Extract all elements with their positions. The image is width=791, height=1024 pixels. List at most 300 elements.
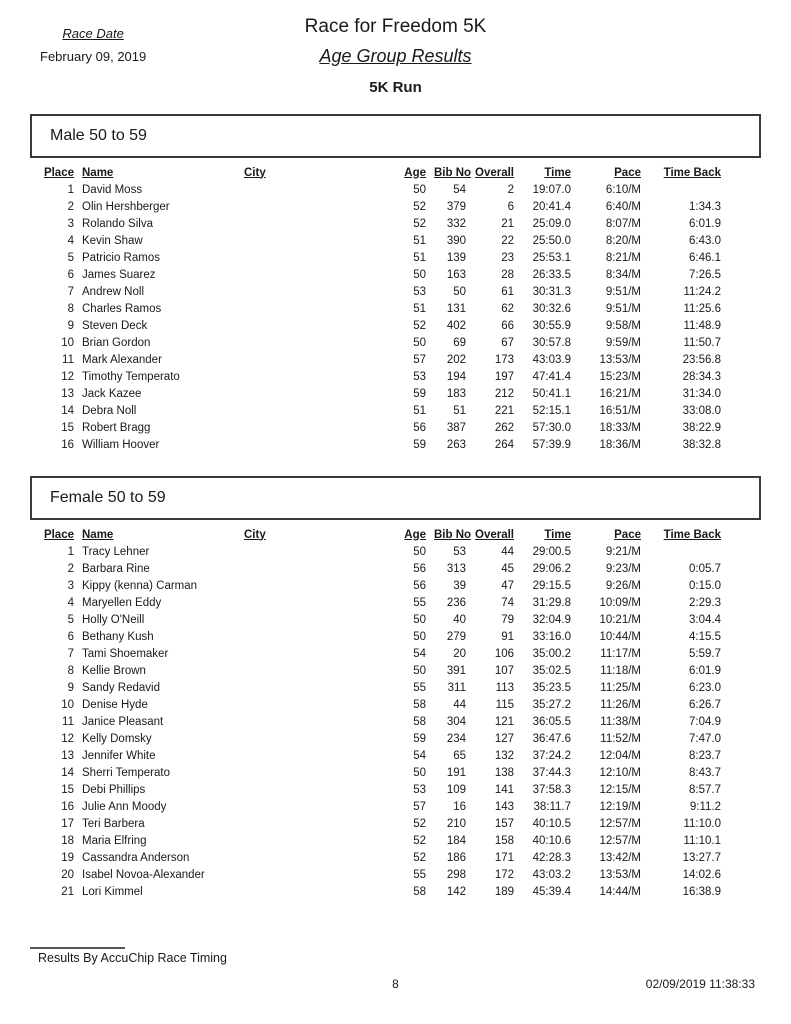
table-row	[30, 284, 725, 301]
cell-place: 7	[67, 648, 74, 660]
cell-bib: 387	[446, 422, 466, 434]
table-row	[30, 267, 725, 284]
cell-time: 25:50.0	[532, 235, 571, 247]
cell-pace: 9:51/M	[605, 286, 641, 298]
cell-overall: 66	[501, 320, 514, 332]
cell-pace: 11:38/M	[600, 716, 641, 728]
cell-time_back: 6:43.0	[689, 235, 721, 247]
table-row	[30, 199, 725, 216]
cell-place: 9	[67, 682, 74, 694]
cell-bib: 54	[453, 184, 466, 196]
cell-name: Lori Kimmel	[82, 886, 143, 898]
cell-pace: 12:19/M	[599, 801, 641, 813]
cell-time_back: 0:05.7	[689, 563, 721, 575]
cell-time: 35:27.2	[532, 699, 571, 711]
cell-city	[240, 833, 398, 850]
cell-age: 59	[413, 439, 426, 451]
table-row	[30, 765, 725, 782]
cell-name: Kellie Brown	[82, 665, 146, 677]
table-row	[30, 867, 725, 884]
table-row	[30, 697, 725, 714]
cell-time_back: 11:24.2	[683, 286, 721, 298]
column-header-name: Name	[82, 166, 114, 179]
cell-age: 50	[413, 631, 426, 643]
cell-bib: 16	[453, 801, 466, 813]
cell-time_back: 8:23.7	[689, 750, 721, 762]
cell-city	[240, 629, 398, 646]
results-table-wrap	[30, 162, 725, 454]
cell-age: 55	[413, 682, 426, 694]
cell-name: Sandy Redavid	[82, 682, 160, 694]
table-row	[30, 335, 725, 352]
column-header-time_back: Time Back	[663, 166, 721, 179]
cell-time_back	[645, 544, 725, 561]
column-header-name: Name	[82, 528, 114, 541]
cell-pace: 14:44/M	[599, 886, 641, 898]
cell-age: 50	[413, 269, 426, 281]
cell-name: Kippy (kenna) Carman	[82, 580, 198, 592]
cell-bib: 194	[446, 371, 466, 383]
cell-bib: 184	[446, 835, 466, 847]
cell-time: 57:39.9	[532, 439, 571, 451]
cell-bib: 202	[446, 354, 466, 366]
cell-place: 10	[61, 337, 74, 349]
cell-bib: 263	[446, 439, 466, 451]
cell-pace: 8:07/M	[605, 218, 641, 230]
cell-time_back: 16:38.9	[682, 886, 721, 898]
cell-place: 12	[61, 371, 74, 383]
cell-time: 42:28.3	[532, 852, 571, 864]
cell-city	[240, 284, 398, 301]
cell-bib: 183	[446, 388, 466, 400]
cell-overall: 45	[501, 563, 514, 575]
cell-time_back: 11:10.0	[683, 818, 721, 830]
cell-pace: 18:36/M	[599, 439, 641, 451]
cell-pace: 11:18/M	[600, 665, 641, 677]
column-header-city: City	[244, 528, 266, 541]
table-header-row	[30, 162, 725, 182]
cell-name: Steven Deck	[82, 320, 148, 332]
column-header-pace: Pace	[614, 528, 641, 541]
cell-pace: 12:10/M	[599, 767, 641, 779]
cell-age: 58	[413, 716, 426, 728]
table-row	[30, 250, 725, 267]
table-row	[30, 612, 725, 629]
cell-name: Kelly Domsky	[82, 733, 152, 745]
cell-city	[240, 561, 398, 578]
table-row	[30, 369, 725, 386]
cell-name: Debra Noll	[82, 405, 137, 417]
cell-pace: 11:52/M	[600, 733, 641, 745]
cell-time: 52:15.1	[532, 405, 571, 417]
cell-time_back: 6:01.9	[689, 665, 721, 677]
table-row	[30, 782, 725, 799]
cell-place: 13	[61, 750, 74, 762]
cell-place: 13	[61, 388, 74, 400]
cell-age: 52	[413, 835, 426, 847]
cell-pace: 13:42/M	[599, 852, 641, 864]
cell-time: 35:00.2	[532, 648, 571, 660]
table-row	[30, 437, 725, 454]
cell-overall: 171	[494, 852, 514, 864]
cell-overall: 141	[494, 784, 514, 796]
cell-bib: 50	[453, 286, 466, 298]
age-group-section	[30, 476, 761, 901]
table-row	[30, 646, 725, 663]
cell-name: Andrew Noll	[82, 286, 144, 298]
cell-pace: 12:57/M	[599, 818, 641, 830]
cell-place: 8	[67, 303, 74, 315]
cell-overall: 61	[501, 286, 514, 298]
cell-place: 3	[67, 580, 74, 592]
cell-name: Isabel Novoa-Alexander	[82, 869, 205, 881]
cell-pace: 9:59/M	[605, 337, 641, 349]
cell-place: 6	[67, 631, 74, 643]
cell-bib: 44	[453, 699, 466, 711]
cell-time: 32:04.9	[532, 614, 571, 626]
table-row	[30, 816, 725, 833]
table-row	[30, 595, 725, 612]
cell-city	[240, 731, 398, 748]
cell-pace: 12:57/M	[599, 835, 641, 847]
column-header-time_back: Time Back	[663, 528, 721, 541]
cell-age: 57	[413, 354, 426, 366]
cell-pace: 6:10/M	[605, 184, 641, 196]
cell-name: Cassandra Anderson	[82, 852, 190, 864]
column-header-place: Place	[43, 528, 74, 541]
page-title: Race for Freedom 5K	[304, 16, 487, 37]
cell-overall: 79	[501, 614, 514, 626]
cell-city	[240, 782, 398, 799]
cell-place: 4	[67, 597, 74, 609]
cell-overall: 138	[494, 767, 514, 779]
table-row	[30, 561, 725, 578]
cell-age: 58	[413, 699, 426, 711]
cell-bib: 379	[446, 201, 466, 213]
cell-pace: 13:53/M	[599, 869, 641, 881]
page-footer	[30, 947, 761, 995]
cell-time: 37:58.3	[532, 784, 571, 796]
table-row	[30, 233, 725, 250]
cell-name: David Moss	[82, 184, 143, 196]
cell-place: 14	[61, 405, 74, 417]
cell-time: 19:07.0	[532, 184, 571, 196]
cell-pace: 11:26/M	[600, 699, 641, 711]
race-date-value: February 09, 2019	[40, 49, 147, 64]
table-row	[30, 420, 725, 437]
table-row	[30, 850, 725, 867]
cell-time: 29:06.2	[532, 563, 571, 575]
cell-time_back: 11:50.7	[683, 337, 721, 349]
cell-city	[240, 544, 398, 561]
cell-place: 5	[67, 252, 74, 264]
cell-name: Jack Kazee	[82, 388, 142, 400]
age-group-header-box	[30, 114, 761, 158]
cell-city	[240, 850, 398, 867]
cell-time_back: 9:11.2	[689, 801, 721, 813]
cell-city	[240, 697, 398, 714]
cell-time_back: 38:22.9	[682, 422, 721, 434]
cell-time: 47:41.4	[532, 371, 571, 383]
cell-pace: 8:34/M	[605, 269, 641, 281]
cell-time: 29:00.5	[532, 546, 571, 558]
cell-place: 20	[61, 869, 74, 881]
cell-name: Mark Alexander	[82, 354, 162, 366]
cell-bib: 279	[446, 631, 466, 643]
cell-pace: 9:26/M	[605, 580, 641, 592]
cell-place: 2	[67, 201, 74, 213]
cell-time: 57:30.0	[532, 422, 571, 434]
cell-name: Holly O'Neill	[82, 614, 145, 626]
cell-name: Maria Elfring	[82, 835, 147, 847]
cell-place: 16	[61, 801, 74, 813]
results-table	[30, 162, 725, 454]
cell-age: 56	[413, 580, 426, 592]
cell-time: 20:41.4	[532, 201, 571, 213]
cell-time_back	[645, 182, 725, 199]
page-header	[30, 14, 761, 108]
cell-time_back: 11:48.9	[683, 320, 721, 332]
table-row	[30, 731, 725, 748]
cell-age: 59	[413, 388, 426, 400]
column-header-pace: Pace	[614, 166, 641, 179]
cell-pace: 6:40/M	[605, 201, 641, 213]
cell-name: Tracy Lehner	[82, 546, 150, 558]
cell-time: 45:39.4	[532, 886, 571, 898]
cell-time: 38:11.7	[533, 801, 571, 813]
cell-bib: 65	[453, 750, 466, 762]
cell-age: 56	[413, 563, 426, 575]
cell-city	[240, 369, 398, 386]
cell-place: 15	[61, 422, 74, 434]
cell-time_back: 8:57.7	[689, 784, 721, 796]
table-row	[30, 680, 725, 697]
cell-place: 18	[61, 835, 74, 847]
cell-city	[240, 799, 398, 816]
column-header-overall: Overall	[475, 528, 514, 541]
age-group-section	[30, 114, 761, 454]
cell-pace: 12:04/M	[599, 750, 641, 762]
event-name: 5K Run	[369, 79, 422, 96]
cell-age: 51	[413, 405, 426, 417]
cell-overall: 221	[494, 405, 514, 417]
cell-age: 53	[413, 784, 426, 796]
results-table-wrap	[30, 524, 725, 901]
cell-overall: 143	[494, 801, 514, 813]
age-group-title: Female 50 to 59	[50, 489, 166, 506]
cell-time_back: 14:02.6	[682, 869, 721, 881]
cell-age: 52	[413, 818, 426, 830]
cell-age: 54	[413, 648, 426, 660]
cell-overall: 121	[494, 716, 514, 728]
cell-time: 30:57.8	[532, 337, 571, 349]
cell-time_back: 5:59.7	[689, 648, 721, 660]
cell-age: 50	[413, 337, 426, 349]
cell-name: Teri Barbera	[82, 818, 145, 830]
cell-time_back: 8:43.7	[689, 767, 721, 779]
cell-bib: 332	[446, 218, 466, 230]
cell-time_back: 7:47.0	[689, 733, 721, 745]
cell-overall: 74	[501, 597, 514, 609]
table-row	[30, 544, 725, 561]
cell-overall: 107	[494, 665, 514, 677]
cell-time_back: 6:26.7	[689, 699, 721, 711]
cell-time_back: 6:46.1	[689, 252, 721, 264]
cell-name: Tami Shoemaker	[82, 648, 169, 660]
cell-time: 25:09.0	[532, 218, 571, 230]
race-date-block	[40, 26, 146, 64]
footer-divider	[30, 947, 125, 949]
cell-name: Patricio Ramos	[82, 252, 160, 264]
cell-time: 33:16.0	[532, 631, 571, 643]
cell-city	[240, 403, 398, 420]
cell-place: 1	[67, 184, 74, 196]
print-timestamp: 02/09/2019 11:38:33	[645, 977, 755, 991]
cell-city	[240, 216, 398, 233]
cell-name: Janice Pleasant	[82, 716, 164, 728]
cell-name: Sherri Temperato	[82, 767, 170, 779]
cell-pace: 8:20/M	[605, 235, 641, 247]
cell-time: 25:53.1	[532, 252, 571, 264]
cell-overall: 172	[494, 869, 514, 881]
cell-time_back: 0:15.0	[689, 580, 721, 592]
table-row	[30, 403, 725, 420]
table-row	[30, 216, 725, 233]
cell-city	[240, 748, 398, 765]
cell-city	[240, 250, 398, 267]
table-row	[30, 714, 725, 731]
cell-overall: 115	[495, 699, 514, 711]
cell-time: 30:32.6	[532, 303, 571, 315]
cell-time: 31:29.8	[532, 597, 571, 609]
cell-pace: 16:51/M	[599, 405, 641, 417]
footer-bottom-row	[30, 977, 761, 995]
cell-overall: 91	[501, 631, 514, 643]
cell-overall: 21	[501, 218, 514, 230]
cell-place: 9	[67, 320, 74, 332]
cell-city	[240, 199, 398, 216]
cell-age: 53	[413, 371, 426, 383]
cell-bib: 234	[446, 733, 466, 745]
results-by-text: Results By AccuChip Race Timing	[38, 951, 227, 965]
cell-name: Robert Bragg	[82, 422, 151, 434]
cell-age: 57	[413, 801, 426, 813]
table-row	[30, 578, 725, 595]
table-row	[30, 301, 725, 318]
cell-age: 59	[413, 733, 426, 745]
cell-bib: 163	[446, 269, 466, 281]
cell-city	[240, 233, 398, 250]
cell-time: 37:24.2	[532, 750, 571, 762]
cell-name: Maryellen Eddy	[82, 597, 162, 609]
cell-city	[240, 663, 398, 680]
cell-time_back: 2:29.3	[689, 597, 721, 609]
cell-name: Denise Hyde	[82, 699, 148, 711]
cell-pace: 11:17/M	[600, 648, 641, 660]
cell-time_back: 38:32.8	[682, 439, 721, 451]
age-group-title: Male 50 to 59	[50, 127, 147, 144]
cell-overall: 197	[494, 371, 514, 383]
cell-pace: 11:25/M	[600, 682, 641, 694]
table-row	[30, 884, 725, 901]
cell-place: 10	[61, 699, 74, 711]
cell-pace: 15:23/M	[599, 371, 641, 383]
cell-age: 58	[413, 886, 426, 898]
cell-time: 43:03.9	[532, 354, 571, 366]
cell-age: 52	[413, 320, 426, 332]
cell-bib: 186	[446, 852, 466, 864]
cell-city	[240, 612, 398, 629]
cell-pace: 9:51/M	[605, 303, 641, 315]
cell-time_back: 4:15.5	[689, 631, 721, 643]
cell-time_back: 7:04.9	[689, 716, 721, 728]
table-row	[30, 833, 725, 850]
column-header-place: Place	[43, 166, 74, 179]
cell-place: 3	[67, 218, 74, 230]
cell-overall: 262	[494, 422, 514, 434]
cell-city	[240, 301, 398, 318]
cell-name: Bethany Kush	[82, 631, 154, 643]
table-row	[30, 182, 725, 199]
cell-city	[240, 318, 398, 335]
cell-place: 5	[67, 614, 74, 626]
cell-city	[240, 267, 398, 284]
cell-time_back: 7:26.5	[689, 269, 721, 281]
cell-bib: 298	[446, 869, 466, 881]
cell-overall: 127	[494, 733, 514, 745]
cell-overall: 67	[501, 337, 514, 349]
cell-age: 50	[413, 767, 426, 779]
cell-overall: 158	[494, 835, 514, 847]
cell-bib: 53	[453, 546, 466, 558]
column-header-age: Age	[404, 166, 426, 179]
cell-place: 12	[61, 733, 74, 745]
cell-overall: 189	[494, 886, 514, 898]
cell-name: Olin Hershberger	[82, 201, 170, 213]
cell-time: 40:10.5	[532, 818, 571, 830]
cell-bib: 109	[446, 784, 466, 796]
race-date-label: Race Date	[62, 26, 124, 41]
cell-time_back: 31:34.0	[682, 388, 721, 400]
cell-time: 40:10.6	[532, 835, 571, 847]
sections-container	[30, 114, 761, 901]
cell-overall: 113	[495, 682, 514, 694]
cell-age: 51	[413, 235, 426, 247]
cell-pace: 10:21/M	[599, 614, 641, 626]
cell-time_back: 28:34.3	[682, 371, 721, 383]
cell-bib: 40	[453, 614, 466, 626]
column-header-age: Age	[404, 528, 426, 541]
cell-place: 4	[67, 235, 74, 247]
cell-city	[240, 680, 398, 697]
cell-time_back: 6:01.9	[689, 218, 721, 230]
cell-overall: 22	[501, 235, 514, 247]
cell-place: 2	[67, 563, 74, 575]
cell-age: 50	[413, 614, 426, 626]
cell-place: 11	[62, 716, 74, 728]
cell-city	[240, 867, 398, 884]
cell-time: 36:47.6	[532, 733, 571, 745]
cell-pace: 13:53/M	[599, 354, 641, 366]
cell-time: 29:15.5	[532, 580, 571, 592]
cell-pace: 12:15/M	[599, 784, 641, 796]
column-header-bib: Bib No	[434, 166, 472, 179]
cell-pace: 16:21/M	[599, 388, 641, 400]
cell-time: 26:33.5	[532, 269, 571, 281]
cell-name: Debi Phillips	[82, 784, 146, 796]
cell-bib: 390	[446, 235, 466, 247]
cell-pace: 9:21/M	[605, 546, 641, 558]
